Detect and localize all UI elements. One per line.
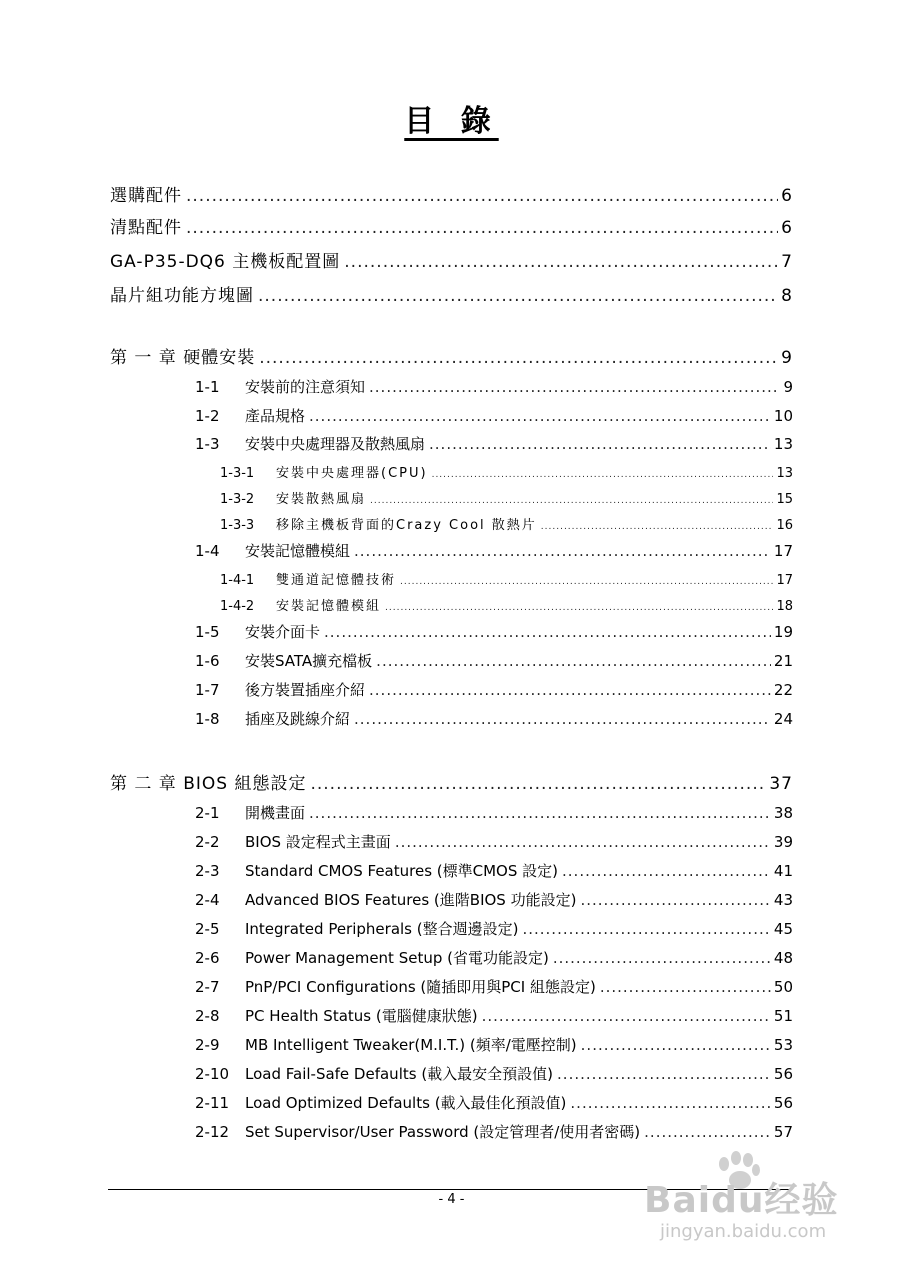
toc-entry-label: 選購配件 [110,186,182,206]
toc-entry-page: 48 [773,949,793,967]
toc-entry-page: 53 [773,1036,793,1054]
leader-dots [186,186,778,206]
toc-section[interactable] [195,540,793,561]
toc-section-label: Set Supervisor/User Password (設定管理者/使用者密碼) [245,1123,641,1141]
toc-entry-page: 43 [773,891,793,909]
toc-subsection-number: 1-3-2 [220,492,255,507]
leader-dots [432,470,774,480]
toc-entry-page: 6 [781,186,793,206]
toc-entry-page: 41 [773,862,793,880]
toc-section-label: Standard CMOS Features (標準CMOS 設定) [245,862,559,880]
toc-section-number: 2-3 [195,862,220,880]
leader-dots [324,623,771,641]
toc-section-label: 安裝介面卡 [245,623,321,641]
toc-section[interactable] [195,976,793,997]
toc-section-number: 2-8 [195,1007,220,1025]
toc-section-label: Integrated Peripherals (整合週邊設定) [245,920,519,938]
toc-section-number: 1-8 [195,710,220,728]
toc-section-number: 2-7 [195,978,220,996]
toc-section-label: 安裝記憶體模組 [245,542,351,560]
toc-section-number: 2-12 [195,1123,230,1141]
leader-dots [309,804,771,822]
toc-entry-page: 45 [773,920,793,938]
toc-entry-page: 19 [773,623,793,641]
toc-entry-page: 6 [781,218,793,238]
toc-section-number: 2-9 [195,1036,220,1054]
toc-entry-page: 38 [773,804,793,822]
toc-section-label: 插座及跳線介紹 [245,710,351,728]
toc-entry-page: 8 [781,286,793,306]
toc-entry-label: 清點配件 [110,218,182,238]
toc-subsection[interactable] [220,595,793,614]
page-title: 目 錄 [404,104,499,139]
toc-subsection-number: 1-3-1 [220,466,255,481]
toc-subsection-number: 1-3-3 [220,518,255,533]
toc-section-number: 1-6 [195,652,220,670]
page-number: - 4 - [438,1192,465,1207]
toc-section-number: 1-5 [195,623,220,641]
toc-section-label: 產品規格 [245,407,306,425]
toc-section-label: PnP/PCI Configurations (隨插即用與PCI 組態設定) [245,978,596,996]
toc-subsection-label: 安裝中央處理器(CPU) [276,466,428,481]
leader-dots [369,681,771,699]
toc-entry-page: 18 [776,599,793,614]
toc-subsection[interactable] [220,514,793,533]
toc-section[interactable] [195,1034,793,1055]
toc-section[interactable] [195,405,793,426]
toc-section-number: 1-2 [195,407,220,425]
toc-section[interactable] [195,802,793,823]
toc-section-label: 開機畫面 [245,804,306,822]
toc-chapter-label: 第 一 章 硬體安裝 [110,348,256,368]
leader-dots [580,891,770,909]
toc-entry[interactable] [110,247,793,272]
leader-dots [259,348,778,368]
toc-section[interactable] [195,1121,793,1142]
toc-section-number: 1-7 [195,681,220,699]
leader-dots [644,1123,771,1141]
toc-subsection-label: 安裝記憶體模組 [276,599,382,614]
leader-dots [600,978,771,996]
toc-entry-page: 57 [773,1123,793,1141]
toc-section[interactable] [195,650,793,671]
toc-section[interactable] [195,831,793,852]
toc-section-number: 1-3 [195,435,220,453]
leader-dots [258,286,778,306]
toc-entry-page: 15 [776,492,793,507]
toc-chapter-1[interactable] [110,343,793,368]
toc-section-number: 2-1 [195,804,220,822]
toc-section-label: Load Fail-Safe Defaults (載入最安全預設值) [245,1065,554,1083]
leader-dots [370,496,773,506]
leader-dots [400,577,773,587]
toc-entry-page: 16 [776,518,793,533]
leader-dots [557,1065,771,1083]
toc-chapter-2[interactable] [110,769,793,794]
toc-entry-page: 51 [773,1007,793,1025]
baidu-watermark [640,1150,855,1250]
toc-entry[interactable] [110,281,793,306]
toc-chapter-label: 第 二 章 BIOS 組態設定 [110,774,307,794]
toc-section[interactable] [195,918,793,939]
toc-entry-page: 13 [773,435,793,453]
toc-subsection-label: 移除主機板背面的Crazy Cool 散熱片 [276,518,537,533]
toc-entry-page: 50 [773,978,793,996]
toc-subsection-label: 安裝散熱風扇 [276,492,367,507]
leader-dots [369,378,780,396]
toc-subsection-label: 雙通道記憶體技術 [276,573,397,588]
toc-entry-page: 56 [773,1094,793,1112]
toc-entry-page: 17 [773,542,793,560]
toc-section-label: 安裝中央處理器及散熱風扇 [245,435,426,453]
toc-section-label: Advanced BIOS Features (進階BIOS 功能設定) [245,891,577,909]
toc-section-label: PC Health Status (電腦健康狀態) [245,1007,478,1025]
toc-entry-page: 10 [773,407,793,425]
toc-subsection-number: 1-4-2 [220,599,255,614]
leader-dots [562,862,771,880]
toc-subsection[interactable] [220,488,793,507]
toc-entry-page: 21 [773,652,793,670]
toc-entry-page: 17 [776,573,793,588]
toc-section-label: Power Management Setup (省電功能設定) [245,949,549,967]
toc-section[interactable] [195,679,793,700]
toc-section[interactable] [195,860,793,881]
leader-dots [309,407,771,425]
toc-entry-page: 24 [773,710,793,728]
toc-section-number: 1-4 [195,542,220,560]
leader-dots [395,833,771,851]
toc-entry-page: 13 [776,466,793,481]
leader-dots [553,949,771,967]
leader-dots [570,1094,771,1112]
toc-entry-label: GA-P35-DQ6 主機板配置圖 [110,252,341,272]
toc-section[interactable] [195,1063,793,1084]
toc-section[interactable] [195,621,793,642]
toc-section-label: 安裝SATA擴充檔板 [245,652,373,670]
leader-dots [310,774,766,794]
toc-section-number: 2-11 [195,1094,230,1112]
leader-dots [354,542,771,560]
toc-section-number: 2-4 [195,891,220,909]
toc-entry[interactable] [110,213,793,238]
toc-section[interactable] [195,433,793,454]
toc-section-label: Load Optimized Defaults (載入最佳化預設值) [245,1094,567,1112]
toc-section-number: 2-5 [195,920,220,938]
toc-entry-page: 9 [781,348,793,368]
toc-section[interactable] [195,708,793,729]
toc-entry[interactable] [110,181,793,206]
toc-section-label: 安裝前的注意須知 [245,378,366,396]
leader-dots [385,603,773,613]
leader-dots [429,435,771,453]
toc-section[interactable] [195,889,793,910]
toc-section-number: 2-2 [195,833,220,851]
leader-dots [522,920,770,938]
toc-section-number: 2-6 [195,949,220,967]
toc-section-label: 後方裝置插座介紹 [245,681,366,699]
leader-dots [482,1007,771,1025]
toc-section[interactable] [195,376,793,397]
toc-section-label: MB Intelligent Tweaker(M.I.T.) (頻率/電壓控制) [245,1036,577,1054]
toc-subsection[interactable] [220,569,793,588]
leader-dots [344,252,778,272]
toc-section[interactable] [195,1092,793,1113]
toc-section[interactable] [195,947,793,968]
watermark-logo-text: Baidu经验 [644,1180,839,1221]
toc-entry-page: 9 [783,378,793,396]
toc-entry-page: 22 [773,681,793,699]
toc-section-number: 1-1 [195,378,220,396]
toc-section[interactable] [195,1005,793,1026]
watermark-url: jingyan.baidu.com [660,1221,827,1242]
toc-entry-label: 晶片組功能方塊圖 [110,286,254,306]
leader-dots [541,522,774,532]
toc-section-label: BIOS 設定程式主畫面 [245,833,391,851]
leader-dots [186,218,778,238]
toc-subsection[interactable] [220,462,793,481]
leader-dots [581,1036,771,1054]
toc-subsection-number: 1-4-1 [220,573,255,588]
leader-dots [354,710,771,728]
toc-entry-page: 37 [769,774,793,794]
toc-section-number: 2-10 [195,1065,230,1083]
toc-entry-page: 39 [773,833,793,851]
toc-entry-page: 56 [773,1065,793,1083]
toc-entry-page: 7 [781,252,793,272]
leader-dots [376,652,771,670]
